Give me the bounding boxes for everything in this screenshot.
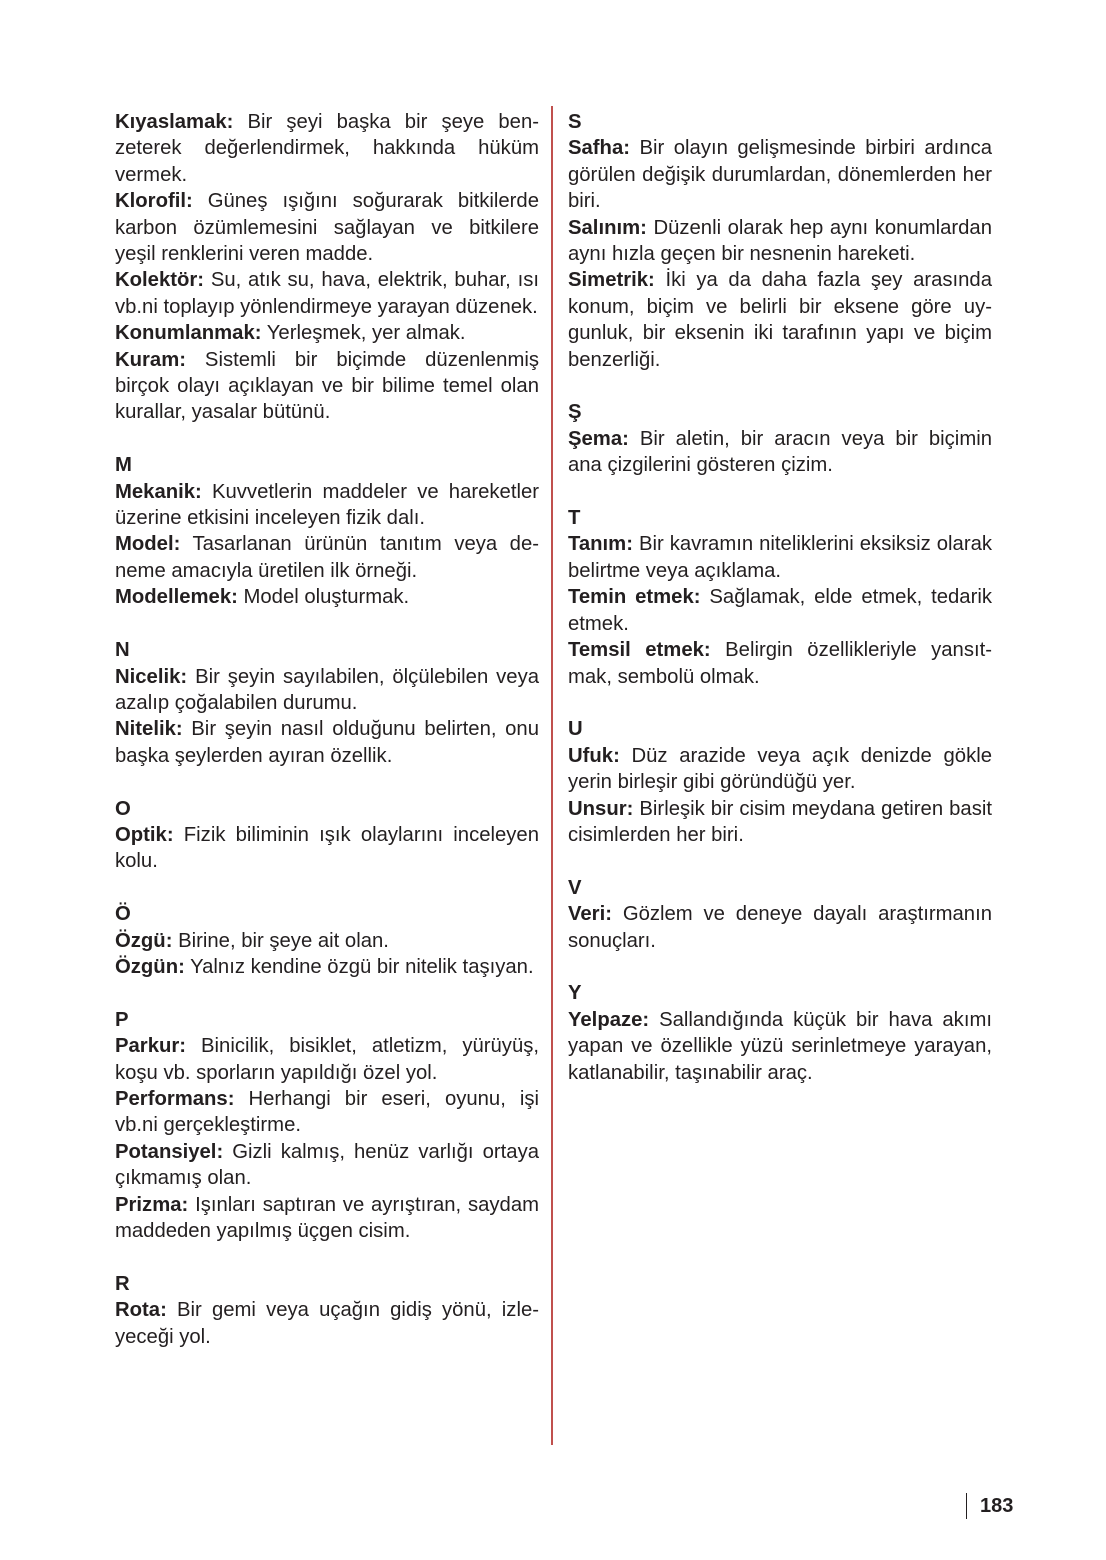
- glossary-definition: Binicilik, bisiklet, atletizm, yürüyüş, koşu vb. sporların yapıldığı özel yol.: [115, 1035, 539, 1084]
- glossary-section: [115, 796, 539, 875]
- glossary-entry: [115, 1086, 539, 1139]
- glossary-entry: [568, 796, 992, 849]
- glossary-term: Kıyaslamak:: [115, 111, 234, 133]
- glossary-definition: Yerleşmek, yer almak.: [261, 322, 466, 345]
- glossary-entry: [568, 637, 992, 690]
- glossary-definition: Güneş ışığını soğurarak bitkilerde karbon özümlemesini sağlayan ve bitkilere yeşil renklerini veren madde.: [115, 190, 539, 266]
- glossary-definition: Gizli kalmış, henüz varlığı ortaya çıkmamış olan.: [115, 1140, 539, 1190]
- glossary-term: Nitelik:: [115, 718, 183, 741]
- glossary-definition: Belirgin özellikleriyle yansıtmak, sembolü olmak.: [568, 639, 992, 688]
- glossary-definition: Su, atık su, hava, elektrik, buhar, ısı vb.ni toplayıp yönlendirmeye yarayan düzenek.: [115, 269, 539, 318]
- glossary-term: Performans:: [115, 1087, 235, 1110]
- glossary-section: [568, 875, 992, 954]
- glossary-definition: Bir gemi veya uçağın gidiş yönü, izleyeceği yol.: [115, 1299, 539, 1348]
- glossary-entry: [115, 267, 539, 320]
- section-letter: Y: [568, 982, 582, 1005]
- section-letter: N: [115, 639, 130, 662]
- glossary-section: [568, 399, 992, 478]
- glossary-term: Özgü:: [115, 929, 173, 952]
- glossary-term: Parkur:: [115, 1035, 187, 1058]
- glossary-definition: Düz arazide veya açık denizde gökle yerin birleşir gibi göründüğü yer.: [568, 744, 992, 794]
- glossary-definition: Bir kavramın niteliklerini eksiksiz olarak belirtme veya açıklama.: [568, 533, 992, 582]
- glossary-entry: [568, 531, 992, 584]
- glossary-term: Modellemek:: [115, 586, 238, 609]
- glossary-section: [115, 637, 539, 769]
- glossary-entry: [568, 426, 992, 479]
- glossary-term: Simetrik:: [568, 269, 655, 292]
- glossary-entry: [115, 664, 539, 717]
- glossary-definition: Fizik biliminin ışık olaylarını inceleyen kolu.: [115, 823, 539, 873]
- glossary-section: [568, 109, 992, 373]
- glossary-entry: [568, 1007, 992, 1086]
- glossary-entry: [115, 109, 539, 188]
- page-number: 183: [966, 1493, 1013, 1519]
- section-letter: P: [115, 1008, 129, 1031]
- glossary-definition: Sağlamak, elde etmek, tedarik etmek.: [568, 586, 992, 635]
- glossary-entry: [568, 584, 992, 637]
- section-letter: S: [568, 111, 582, 133]
- glossary-entry: [568, 267, 992, 373]
- glossary-term: Kolektör:: [115, 269, 205, 292]
- glossary-term: Salınım:: [568, 216, 647, 239]
- glossary-section: [568, 716, 992, 848]
- glossary-definition: Birleşik bir cisim meydana getiren basit cisimlerden her biri.: [568, 797, 992, 846]
- section-letter: M: [115, 454, 132, 477]
- glossary-term: Klorofil:: [115, 190, 193, 213]
- glossary-definition: Sistemli bir biçimde düzenlenmiş birçok olayı açıklayan ve bir bilime temel olan kurallar, yasalar bütünü.: [115, 348, 539, 424]
- glossary-term: Temsil etmek:: [568, 639, 711, 662]
- section-letter: Ş: [568, 401, 582, 424]
- glossary-term: Safha:: [568, 137, 630, 160]
- glossary-term: Potansiyel:: [115, 1140, 224, 1163]
- glossary-term: Rota:: [115, 1299, 167, 1322]
- section-letter: Ö: [115, 903, 131, 926]
- glossary-definition: Sallandığında küçük bir hava akımı yapan ve özellikle yüzü serinletmeye yarayan, katlanabilir, taşınabilir araç.: [568, 1008, 992, 1084]
- glossary-entry: [568, 215, 992, 268]
- glossary-term: Temin etmek:: [568, 586, 701, 609]
- section-letter: R: [115, 1272, 130, 1295]
- glossary-term: Yelpaze:: [568, 1008, 650, 1031]
- glossary-definition: Herhangi bir eseri, oyunu, işi vb.ni gerçekleştirme.: [115, 1087, 539, 1137]
- glossary-section: [568, 980, 992, 1086]
- glossary-section: [115, 109, 539, 426]
- glossary-term: Kuram:: [115, 348, 186, 371]
- glossary-definition: Bir olayın gelişmesinde birbiri ardınca görülen değişik durumlardan, dönemlerden her biri.: [568, 137, 992, 213]
- glossary-entry: [115, 1033, 539, 1086]
- glossary-entry: [115, 347, 539, 426]
- glossary-definition: Model oluşturmak.: [237, 586, 410, 609]
- glossary-definition: Bir aletin, bir aracın veya bir biçimin ana çizgilerini gösteren çizim.: [568, 427, 992, 477]
- glossary-section: [115, 1007, 539, 1245]
- glossary-term: Şema:: [568, 427, 629, 450]
- glossary-definition: İki ya da daha fazla şey arasında konum, biçim ve belirli bir eksene göre uygunluk, bir eksenin iki tarafının yapı ve biçim benzerliği.: [568, 269, 992, 371]
- section-letter: V: [568, 876, 582, 899]
- glossary-entry: [115, 479, 539, 532]
- glossary-term: Mekanik:: [115, 480, 202, 503]
- section-letter: U: [568, 718, 583, 741]
- glossary-entry: [115, 1139, 539, 1192]
- glossary-column-right: [568, 109, 992, 1086]
- glossary-entry: [568, 901, 992, 954]
- glossary-entry: [115, 584, 539, 610]
- glossary-entry: [115, 1192, 539, 1245]
- glossary-column-left: [115, 109, 539, 1350]
- glossary-entry: [115, 188, 539, 267]
- glossary-term: Prizma:: [115, 1193, 189, 1216]
- glossary-entry: [115, 954, 539, 980]
- glossary-section: [568, 505, 992, 690]
- glossary-term: Tanım:: [568, 533, 633, 556]
- glossary-term: Ufuk:: [568, 744, 620, 767]
- glossary-definition: Yalnız kendine özgü bir nitelik taşıyan.: [184, 955, 534, 978]
- glossary-section: [115, 1271, 539, 1350]
- glossary-definition: Düzenli olarak hep aynı konumlardan aynı hızla geçen bir nesnenin hareketi.: [568, 216, 992, 266]
- glossary-term: Optik:: [115, 823, 174, 846]
- glossary-definition: Işınları saptıran ve ayrıştıran, saydam maddeden yapılmış üçgen cisim.: [115, 1193, 539, 1242]
- glossary-term: Özgün:: [115, 955, 185, 978]
- glossary-definition: Tasarlanan ürünün tanıtım veya deneme amacıyla üretilen ilk örneği.: [115, 533, 539, 582]
- glossary-term: Unsur:: [568, 797, 634, 820]
- glossary-definition: Kuvvetlerin maddeler ve hareketler üzerine etkisini inceleyen fizik dalı.: [115, 480, 539, 530]
- glossary-section: [115, 452, 539, 610]
- glossary-definition: Bir şeyi başka bir şeye benzeterek değerlendirmek, hakkında hüküm vermek.: [115, 111, 539, 186]
- glossary-definition: Bir şeyin nasıl olduğunu belirten, onu başka şeylerden ayıran özellik.: [115, 718, 539, 767]
- glossary-entry: [115, 928, 539, 954]
- section-letter: O: [115, 797, 131, 820]
- glossary-entry: [568, 743, 992, 796]
- glossary-section: [115, 901, 539, 980]
- glossary-entry: [115, 1297, 539, 1350]
- glossary-entry: [568, 135, 992, 214]
- glossary-definition: Gözlem ve deneye dayalı araştırmanın sonuçları.: [568, 903, 992, 952]
- glossary-term: Konumlanmak:: [115, 322, 262, 345]
- glossary-term: Model:: [115, 533, 181, 556]
- glossary-definition: Birine, bir şeye ait olan.: [172, 929, 389, 952]
- glossary-term: Veri:: [568, 903, 612, 926]
- glossary-entry: [115, 822, 539, 875]
- glossary-entry: [115, 320, 539, 346]
- glossary-entry: [115, 716, 539, 769]
- column-divider: [551, 106, 553, 1445]
- glossary-definition: Bir şeyin sayılabilen, ölçülebilen veya azalıp çoğalabilen durumu.: [115, 665, 539, 714]
- glossary-entry: [115, 531, 539, 584]
- glossary-term: Nicelik:: [115, 665, 188, 688]
- section-letter: T: [568, 507, 581, 530]
